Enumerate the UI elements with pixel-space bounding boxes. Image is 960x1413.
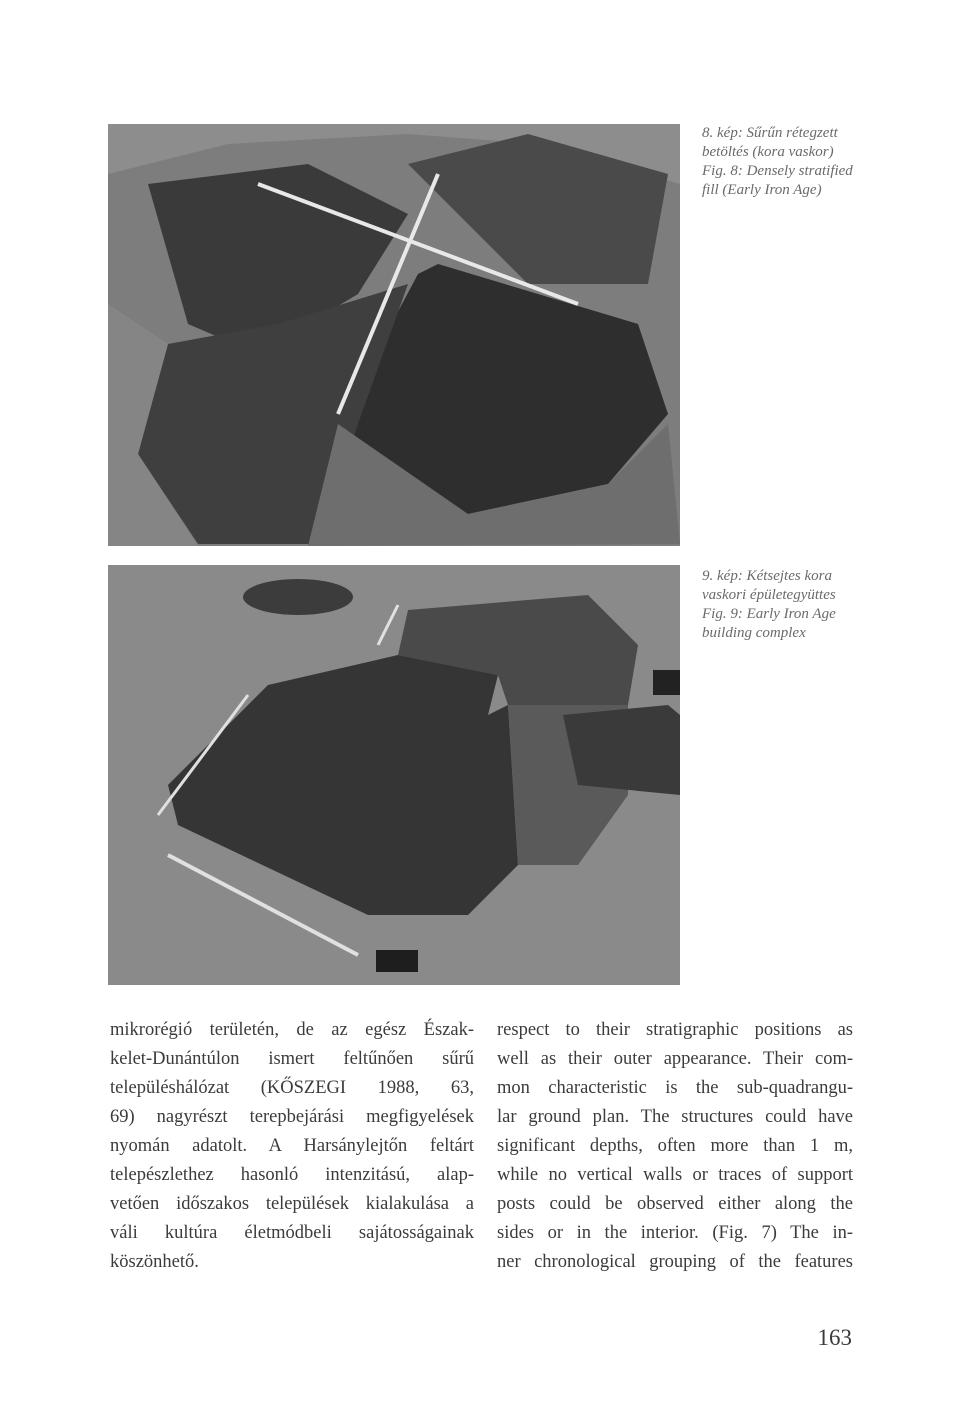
caption-line: 9. kép: Kétsejtes kora bbox=[702, 568, 832, 584]
figure-8-photo bbox=[108, 124, 680, 546]
text-line: 69) nagyrészt terepbejárási megfigyelések bbox=[110, 1107, 474, 1127]
caption-line: vaskori épületegyüttes bbox=[702, 587, 836, 603]
text-line: while no vertical walls or traces of support bbox=[497, 1165, 853, 1185]
caption-line: building complex bbox=[702, 625, 806, 641]
text-line: településhálózat (KŐSZEGI 1988, 63, bbox=[110, 1078, 474, 1098]
caption-line: Fig. 8: Densely stratified bbox=[702, 163, 853, 179]
text-line: sides or in the interior. (Fig. 7) The in- bbox=[497, 1223, 853, 1243]
figure-8-illustration bbox=[108, 124, 680, 546]
caption-line: fill (Early Iron Age) bbox=[702, 182, 822, 198]
caption-line: 8. kép: Sűrűn rétegzett bbox=[702, 125, 838, 141]
text-line: mikrorégió területén, de az egész Észak- bbox=[110, 1020, 474, 1040]
body-column-english bbox=[497, 1016, 853, 1277]
text-line: telepészlethez hasonló intenzitású, alap- bbox=[110, 1165, 474, 1185]
caption-line: Fig. 9: Early Iron Age bbox=[702, 606, 836, 622]
page-number: 163 bbox=[817, 1325, 852, 1350]
text-line: respect to their stratigraphic positions as bbox=[497, 1020, 853, 1040]
text-line: nyomán adatolt. A Harsánylejtőn feltárt bbox=[110, 1136, 474, 1156]
text-line: mon characteristic is the sub-quadrangu- bbox=[497, 1078, 853, 1098]
text-line: posts could be observed either along the bbox=[497, 1194, 853, 1214]
text-line: significant depths, often more than 1 m, bbox=[497, 1136, 853, 1156]
text-line: ner chronological grouping of the features bbox=[497, 1252, 853, 1272]
text-line: váli kultúra életmódbeli sajátosságainak bbox=[110, 1223, 474, 1243]
text-line: köszönhető. bbox=[110, 1252, 199, 1272]
figure-9-caption bbox=[702, 567, 902, 643]
caption-line: betöltés (kora vaskor) bbox=[702, 144, 834, 160]
text-line: kelet-Dunántúlon ismert feltűnően sűrű bbox=[110, 1049, 474, 1069]
figure-9-photo bbox=[108, 565, 680, 985]
text-line: vetően időszakos települések kialakulása a bbox=[110, 1194, 474, 1214]
text-line: lar ground plan. The structures could have bbox=[497, 1107, 853, 1127]
body-column-hungarian bbox=[110, 1016, 474, 1277]
figure-8-caption bbox=[702, 124, 902, 200]
figure-9-illustration bbox=[108, 565, 680, 985]
text-line: well as their outer appearance. Their com- bbox=[497, 1049, 853, 1069]
